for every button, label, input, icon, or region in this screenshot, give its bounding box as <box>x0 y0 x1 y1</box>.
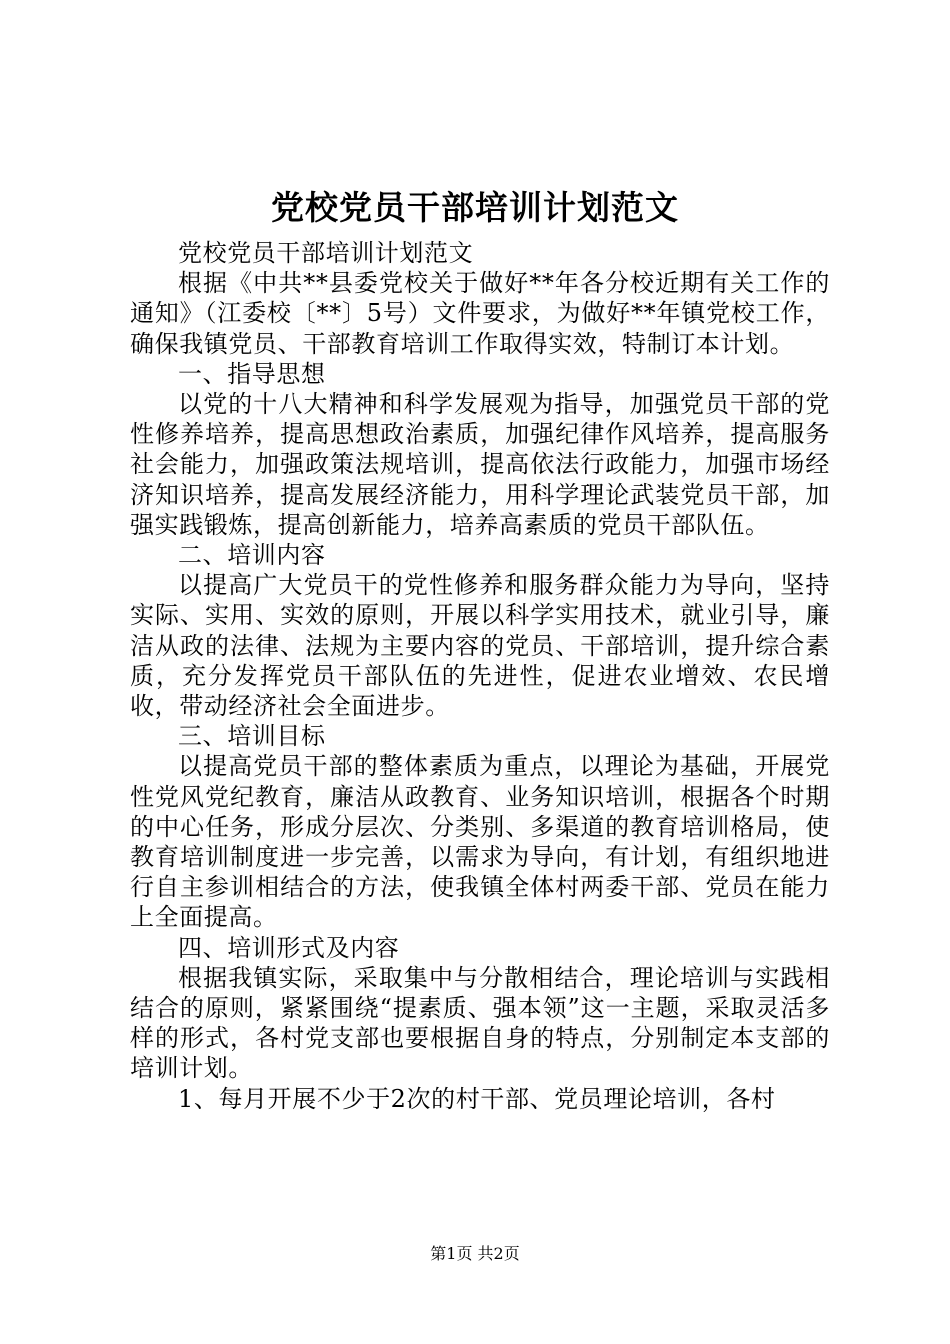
training-content-paragraph: 以提高广大党员干的党性修养和服务群众能力为导向，坚持实际、实用、实效的原则，开展以科学实用技术，就业引导，廉洁从政的法律、法规为主要内容的党员、干部培训，提升综合素质，充分发挥党员干部队伍的先进性，促进农业增效、农民增收，带动经济社会全面进步。 <box>130 571 830 721</box>
intro-paragraph: 根据《中共**县委党校关于做好**年各分校近期有关工作的通知》（江委校〔**〕5号）文件要求，为做好**年镇党校工作，确保我镇党员、干部教育培训工作取得实效，特制订本计划。 <box>130 269 830 358</box>
page-number-footer: 第1页 共2页 <box>430 1244 520 1263</box>
section-heading-guiding-ideology: 一、指导思想 <box>178 359 326 388</box>
guiding-ideology-paragraph: 以党的十八大精神和科学发展观为指导，加强党员干部的党性修养培养，提高思想政治素质，加强纪律作风培养，提高服务社会能力，加强政策法规培训，提高依法行政能力，加强市场经济知识培养，提高发展经济能力，用科学理论武装党员干部，加强实践锻炼，提高创新能力，培养高素质的党员干部队伍。 <box>130 390 830 539</box>
training-goals-paragraph: 以提高党员干部的整体素质为重点，以理论为基础，开展党性党风党纪教育，廉洁从政教育、业务知识培训，根据各个时期的中心任务，形成分层次、分类别、多渠道的教育培训格局，使教育培训制度进一步完善，以需求为导向，有计划，有组织地进行自主参训相结合的方法，使我镇全体村两委干部、党员在能力上全面提高。 <box>130 752 830 932</box>
subtitle-paragraph: 党校党员干部培训计划范文 <box>178 239 474 267</box>
document-title: 党校党员干部培训计划范文 <box>271 188 679 227</box>
section-heading-training-content: 二、培训内容 <box>178 541 326 570</box>
training-form-paragraph: 根据我镇实际，采取集中与分散相结合，理论培训与实践相结合的原则，紧紧围绕“提素质、强本领”这一主题，采取灵活多样的形式，各村党支部也要根据自身的特点，分别制定本支部的培训计划。 <box>130 963 830 1083</box>
section-heading-training-form: 四、培训形式及内容 <box>178 933 400 962</box>
section-heading-training-goals: 三、培训目标 <box>178 722 326 751</box>
list-item-1: 1、每月开展不少于2次的村干部、党员理论培训，各村 <box>178 1084 776 1113</box>
document-body <box>130 238 830 1114</box>
